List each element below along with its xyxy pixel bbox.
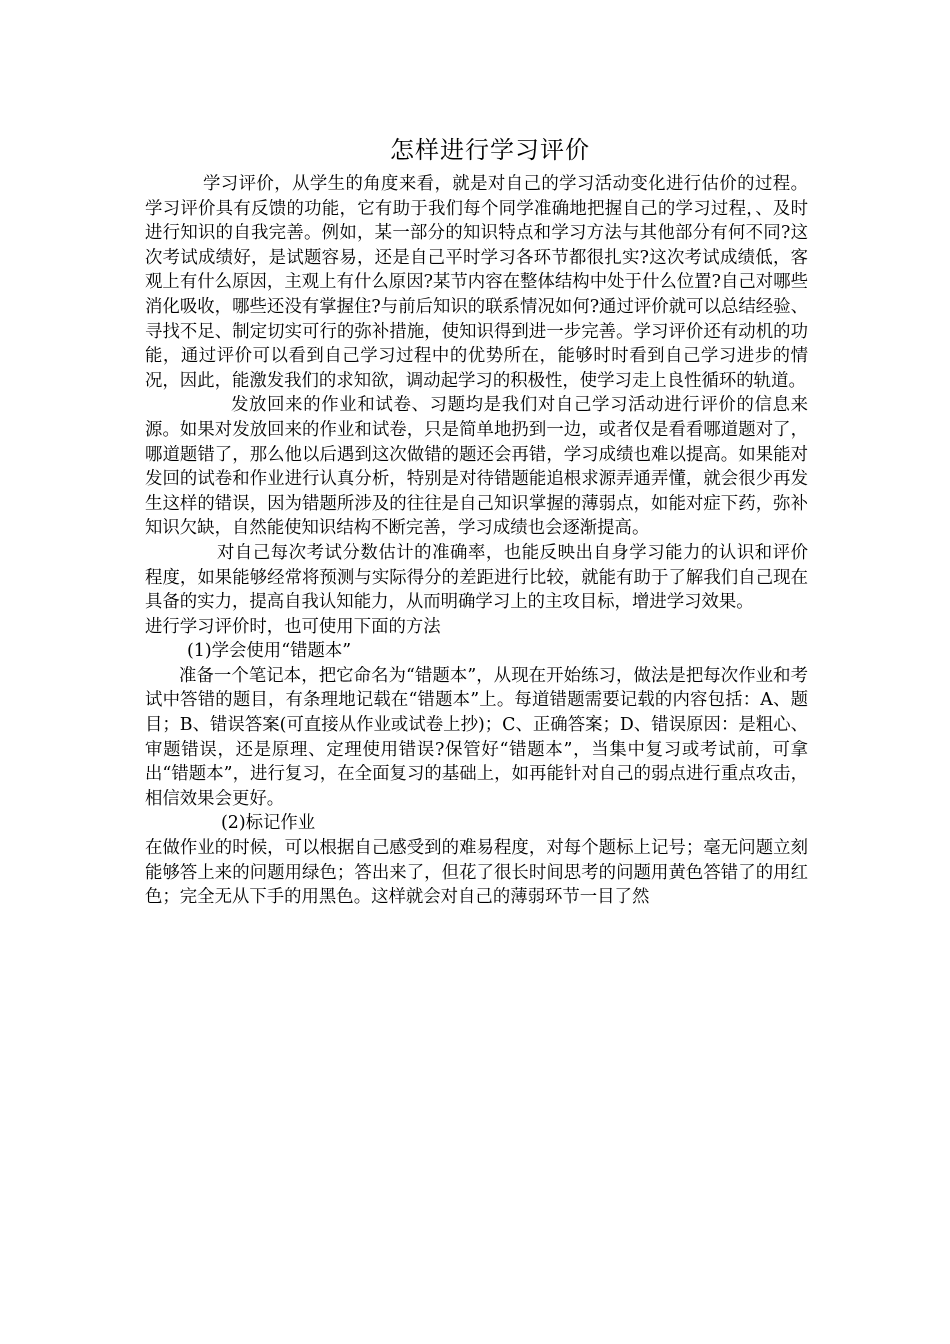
document-title: 怎样进行学习评价 bbox=[390, 136, 590, 164]
paragraph-learning-evaluation-definition: 学习评价，从学生的角度来看，就是对自己的学习活动变化进行估价的过程。学习评价具有反馈的功能，它有助于我们每个同学准确地把握自己的学习过程，、及时进行知识的自我完善。例如，某一部分的知识特点和学习方法与其他部分有何不同?这次考试成绩好，是试题容易，还是自己平时学习各环节都很扎实?这次考试成绩低，客观上有什么原因，主观上有什么原因?某节内容在整体结构中处于什么位置?自己对哪些消化吸收，哪些还没有掌握住?与前后知识的联系情况如何?通过评价就可以总结经验、寻找不足、制定切实可行的弥补措施，使知识得到进一步完善。学习评价还有动机的功能，通过评价可以看到自己学习过程中的优势所在，能够时时看到自己学习进步的情况，因此，能激发我们的求知欲，调动起学习的积极性，使学习走上良性循环的轨道。 bbox=[145, 174, 808, 391]
document-body bbox=[145, 172, 808, 910]
paragraph-score-estimation: 对自己每次考试分数估计的准确率，也能反映出自身学习能力的认识和评价程度，如果能够经常将预测与实际得分的差距进行比较，就能有助于了解我们自己现在具备的实力，提高自我认知能力，从而明确学习上的主攻目标，增进学习效果。 bbox=[145, 542, 808, 613]
paragraph-error-notebook: 准备一个笔记本，把它命名为“错题本”，从现在开始练习，做法是把每次作业和考试中答错的题目，有条理地记载在“错题本”上。每道错题需要记载的内容包括：A、题目；B、错误答案(可直接从作业或试卷上抄)；C、正确答案；D、错误原因：是粗心、审题错误，还是原理、定理使用错误?保管好“错题本”，当集中复习或考试前，可拿出“错题本”，进行复习，在全面复习的基础上，如再能针对自己的弱点进行重点攻击，相信效果会更好。 bbox=[145, 665, 808, 809]
heading-error-notebook: (1)学会使用“错题本” bbox=[187, 641, 352, 662]
paragraph-methods-intro: 进行学习评价时，也可使用下面的方法 bbox=[145, 616, 441, 637]
heading-mark-homework: (2)标记作业 bbox=[221, 813, 316, 834]
paragraph-returned-homework: 发放回来的作业和试卷、习题均是我们对自己学习活动进行评价的信息来源。如果对发放回来的作业和试卷，只是简单地扔到一边，或者仅是看看哪道题对了，哪道题错了，那么他以后遇到这次做错的题还会再错，学习成绩也难以提高。如果能对发回的试卷和作业进行认真分析，特别是对待错题能追根求源弄通弄懂，就会很少再发生这样的错误，因为错题所涉及的往往是自己知识掌握的薄弱点，如能对症下药，弥补知识欠缺，自然能使知识结构不断完善，学习成绩也会逐渐提高。 bbox=[145, 395, 808, 539]
paragraph-mark-homework: 在做作业的时候，可以根据自己感受到的难易程度，对每个题标上记号；毫无问题立刻能够答上来的问题用绿色；答出来了，但花了很长时间思考的问题用黄色答错了的用红色；完全无从下手的用黑色。这样就会对自己的薄弱环节一目了然 bbox=[145, 838, 808, 908]
